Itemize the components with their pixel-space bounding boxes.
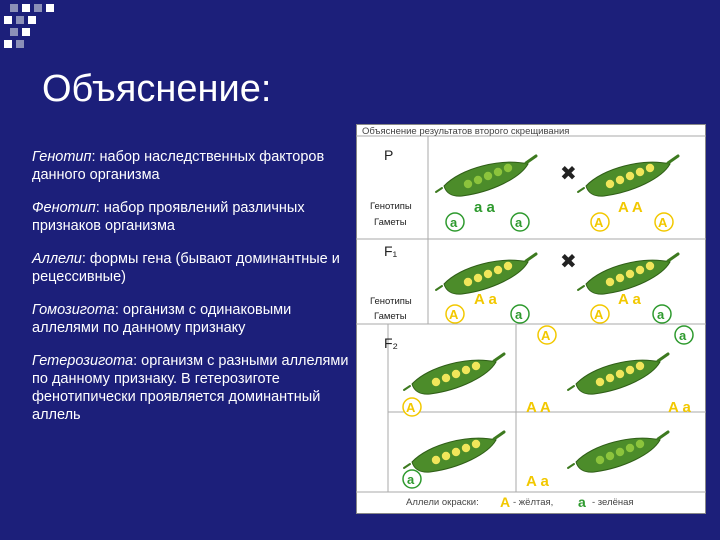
- legend-recessive-text: - зелёная: [592, 497, 634, 508]
- gamete-label: A: [406, 400, 416, 415]
- cross-symbol: ✖: [560, 251, 577, 273]
- decor-square: [22, 4, 30, 12]
- pea-yellow: [616, 274, 624, 282]
- pea-yellow: [626, 366, 634, 374]
- cross-symbol: ✖: [560, 163, 577, 185]
- definition-heterozygote: [32, 352, 350, 424]
- legend-dominant-letter: A: [500, 494, 511, 510]
- term: Фенотип: [32, 200, 96, 216]
- figure-caption: Объяснение результатов второго скрещивания: [362, 126, 570, 137]
- pea-yellow: [616, 370, 624, 378]
- definition-text: : формы гена (бывают доминантные и рецессивные): [32, 251, 340, 285]
- gamete-label: a: [515, 215, 523, 230]
- definition-text: : организм с одинаковыми аллелями по данному признаку: [32, 302, 292, 336]
- pea-yellow: [474, 274, 482, 282]
- pea-green: [474, 176, 482, 184]
- pea-yellow: [462, 366, 470, 374]
- pea-green: [626, 444, 634, 452]
- legend-recessive-letter: a: [578, 494, 586, 510]
- pea-yellow: [606, 180, 614, 188]
- slide-title: Объяснение:: [42, 68, 272, 110]
- pea-yellow: [464, 278, 472, 286]
- legend-prefix: Аллели окраски:: [406, 497, 479, 508]
- gametes-label: Гаметы: [374, 311, 407, 322]
- genotypes-label: Генотипы: [370, 201, 412, 212]
- pea-green: [494, 168, 502, 176]
- genotype-label: A a: [474, 291, 497, 308]
- gametes-label: Гаметы: [374, 217, 407, 228]
- gamete-label: a: [450, 215, 458, 230]
- definition-text: : набор проявлений различных признаков организма: [32, 200, 305, 234]
- pea-yellow: [484, 270, 492, 278]
- term: Гомозигота: [32, 302, 115, 318]
- generation-label-f1: F₁: [384, 243, 398, 259]
- pea-yellow: [462, 444, 470, 452]
- decor-square: [4, 40, 12, 48]
- pea-yellow: [432, 456, 440, 464]
- definition-text: : набор наследственных факторов данного организма: [32, 149, 325, 183]
- gamete-label: a: [657, 307, 665, 322]
- pea-yellow: [636, 266, 644, 274]
- pea-yellow: [606, 374, 614, 382]
- definition-homozygote: [32, 301, 350, 337]
- term: Генотип: [32, 149, 92, 165]
- gamete-label: a: [679, 328, 687, 343]
- decor-square: [16, 40, 24, 48]
- decor-square: [22, 28, 30, 36]
- pea-yellow: [636, 168, 644, 176]
- genotype-label: A a: [668, 399, 691, 416]
- genotype-label: a a: [474, 199, 495, 216]
- pea-yellow: [626, 172, 634, 180]
- pea-green: [464, 180, 472, 188]
- definition-alleles: [32, 250, 350, 286]
- gamete-label: a: [515, 307, 523, 322]
- genetics-figure: [356, 124, 706, 514]
- pea-green: [606, 452, 614, 460]
- gamete-label: A: [594, 215, 604, 230]
- decor-square: [28, 16, 36, 24]
- genotype-label: A a: [618, 291, 641, 308]
- term: Аллели: [32, 251, 82, 267]
- gamete-label: A: [541, 328, 551, 343]
- genetics-diagram: [356, 124, 706, 514]
- decor-square: [16, 16, 24, 24]
- decor-square: [10, 4, 18, 12]
- pea-yellow: [432, 378, 440, 386]
- decor-square: [4, 16, 12, 24]
- pea-yellow: [452, 448, 460, 456]
- figure-frame: [357, 125, 706, 514]
- pea-green: [504, 164, 512, 172]
- gamete-label: A: [594, 307, 604, 322]
- pea-yellow: [606, 278, 614, 286]
- pea-yellow: [442, 452, 450, 460]
- pea-green: [616, 448, 624, 456]
- genotype-label: A A: [526, 399, 551, 416]
- pea-green: [636, 440, 644, 448]
- generation-label-p: P: [384, 147, 394, 163]
- pea-yellow: [626, 270, 634, 278]
- pea-yellow: [472, 362, 480, 370]
- pea-yellow: [504, 262, 512, 270]
- legend-dominant-text: - жёлтая,: [513, 497, 554, 508]
- gamete-label: A: [658, 215, 668, 230]
- pea-yellow: [452, 370, 460, 378]
- generation-label-f2: F₂: [384, 335, 398, 351]
- pea-yellow: [646, 262, 654, 270]
- decor-square: [46, 4, 54, 12]
- pea-yellow: [646, 164, 654, 172]
- genotype-label: A a: [526, 473, 549, 490]
- definition-genotype: [32, 148, 350, 184]
- pea-yellow: [472, 440, 480, 448]
- pea-yellow: [442, 374, 450, 382]
- term: Гетерозигота: [32, 353, 134, 369]
- gamete-label: A: [449, 307, 459, 322]
- pea-yellow: [616, 176, 624, 184]
- pea-green: [484, 172, 492, 180]
- genotype-label: A A: [618, 199, 643, 216]
- definition-text: : организм с разными аллелями по данному признаку. В гетерозиготе фенотипически проявляется доминантный аллель: [32, 353, 349, 423]
- decor-square: [34, 4, 42, 12]
- definitions-list: [32, 148, 350, 439]
- pea-yellow: [596, 378, 604, 386]
- definition-phenotype: [32, 199, 350, 235]
- pea-yellow: [636, 362, 644, 370]
- pea-yellow: [494, 266, 502, 274]
- pea-green: [596, 456, 604, 464]
- decor-square: [10, 28, 18, 36]
- genotypes-label: Генотипы: [370, 296, 412, 307]
- gamete-label: a: [407, 472, 415, 487]
